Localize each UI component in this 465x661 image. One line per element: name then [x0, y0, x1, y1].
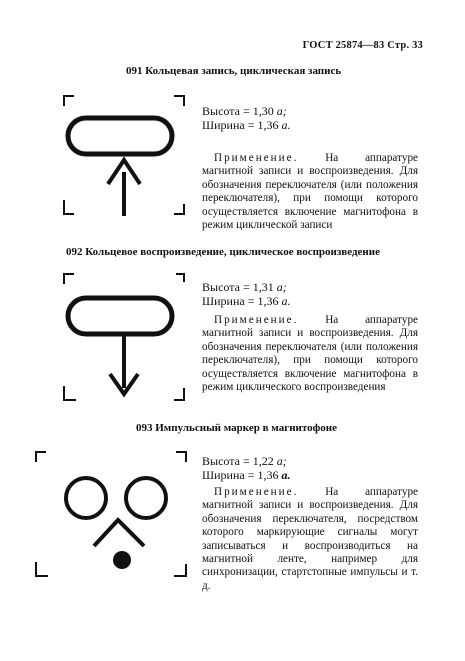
- loop-playback-symbol: [56, 270, 192, 408]
- application-092: Применение. На аппаратуре магнитной записи и воспроизведения. Для обозначения переключателя (или положения переключателя), при помощи которого осуществляется включение магнитофона в режим циклического воспроизведения: [202, 314, 418, 394]
- marker-chevron: [94, 520, 144, 546]
- frame-corner-top-right: [176, 274, 184, 282]
- frame-corner-top-left: [36, 452, 46, 462]
- dimensions-093: Высота = 1,22 a; Ширина = 1,36 a.: [202, 454, 291, 482]
- section-title-092: 092 Кольцевое воспроизведение, циклическое воспроизведение: [66, 246, 380, 258]
- loop-rounded-rect: [68, 298, 172, 334]
- frame-corner-bottom-right: [174, 204, 184, 214]
- section-title-093: 093 Импульсный маркер в магнитофоне: [136, 422, 337, 434]
- frame-corner-bottom-right: [174, 388, 184, 400]
- left-reel-circle: [66, 478, 106, 518]
- frame-corner-top-left: [64, 96, 74, 106]
- frame-corner-top-right: [176, 452, 186, 462]
- loop-rounded-rect: [68, 118, 172, 154]
- frame-corner-bottom-left: [64, 386, 76, 400]
- application-091: Применение. На аппаратуре магнитной записи и воспроизведения. Для обозначения переключателя (или положения переключателя), при помощи которого осуществляется включение магнитофона в режим циклической записи: [202, 152, 418, 232]
- loop-record-symbol: [56, 92, 192, 224]
- frame-corner-bottom-right: [174, 564, 186, 576]
- dimensions-091: Высота = 1,30 a; Ширина = 1,36 a.: [202, 104, 291, 132]
- dimensions-092: Высота = 1,31 a; Ширина = 1,36 a.: [202, 280, 291, 308]
- frame-corner-bottom-left: [36, 562, 48, 576]
- frame-corner-top-left: [64, 274, 74, 284]
- page-header: ГОСТ 25874—83 Стр. 33: [302, 40, 423, 51]
- pulse-marker-symbol: [30, 448, 194, 582]
- section-title-091: 091 Кольцевая запись, циклическая запись: [126, 65, 342, 77]
- right-reel-circle: [126, 478, 166, 518]
- marker-dot: [113, 551, 131, 569]
- frame-corner-top-right: [174, 96, 184, 106]
- frame-corner-bottom-left: [64, 200, 74, 214]
- application-093: Применение. На аппаратуре магнитной записи и воспроизведения. Для обозначения переключателя, посредством которого маркирующие сигналы могут записываться и воспроизводиться на магнитной ленте, например для синхронизации, стартстопные импульсы и т. д.: [202, 486, 418, 592]
